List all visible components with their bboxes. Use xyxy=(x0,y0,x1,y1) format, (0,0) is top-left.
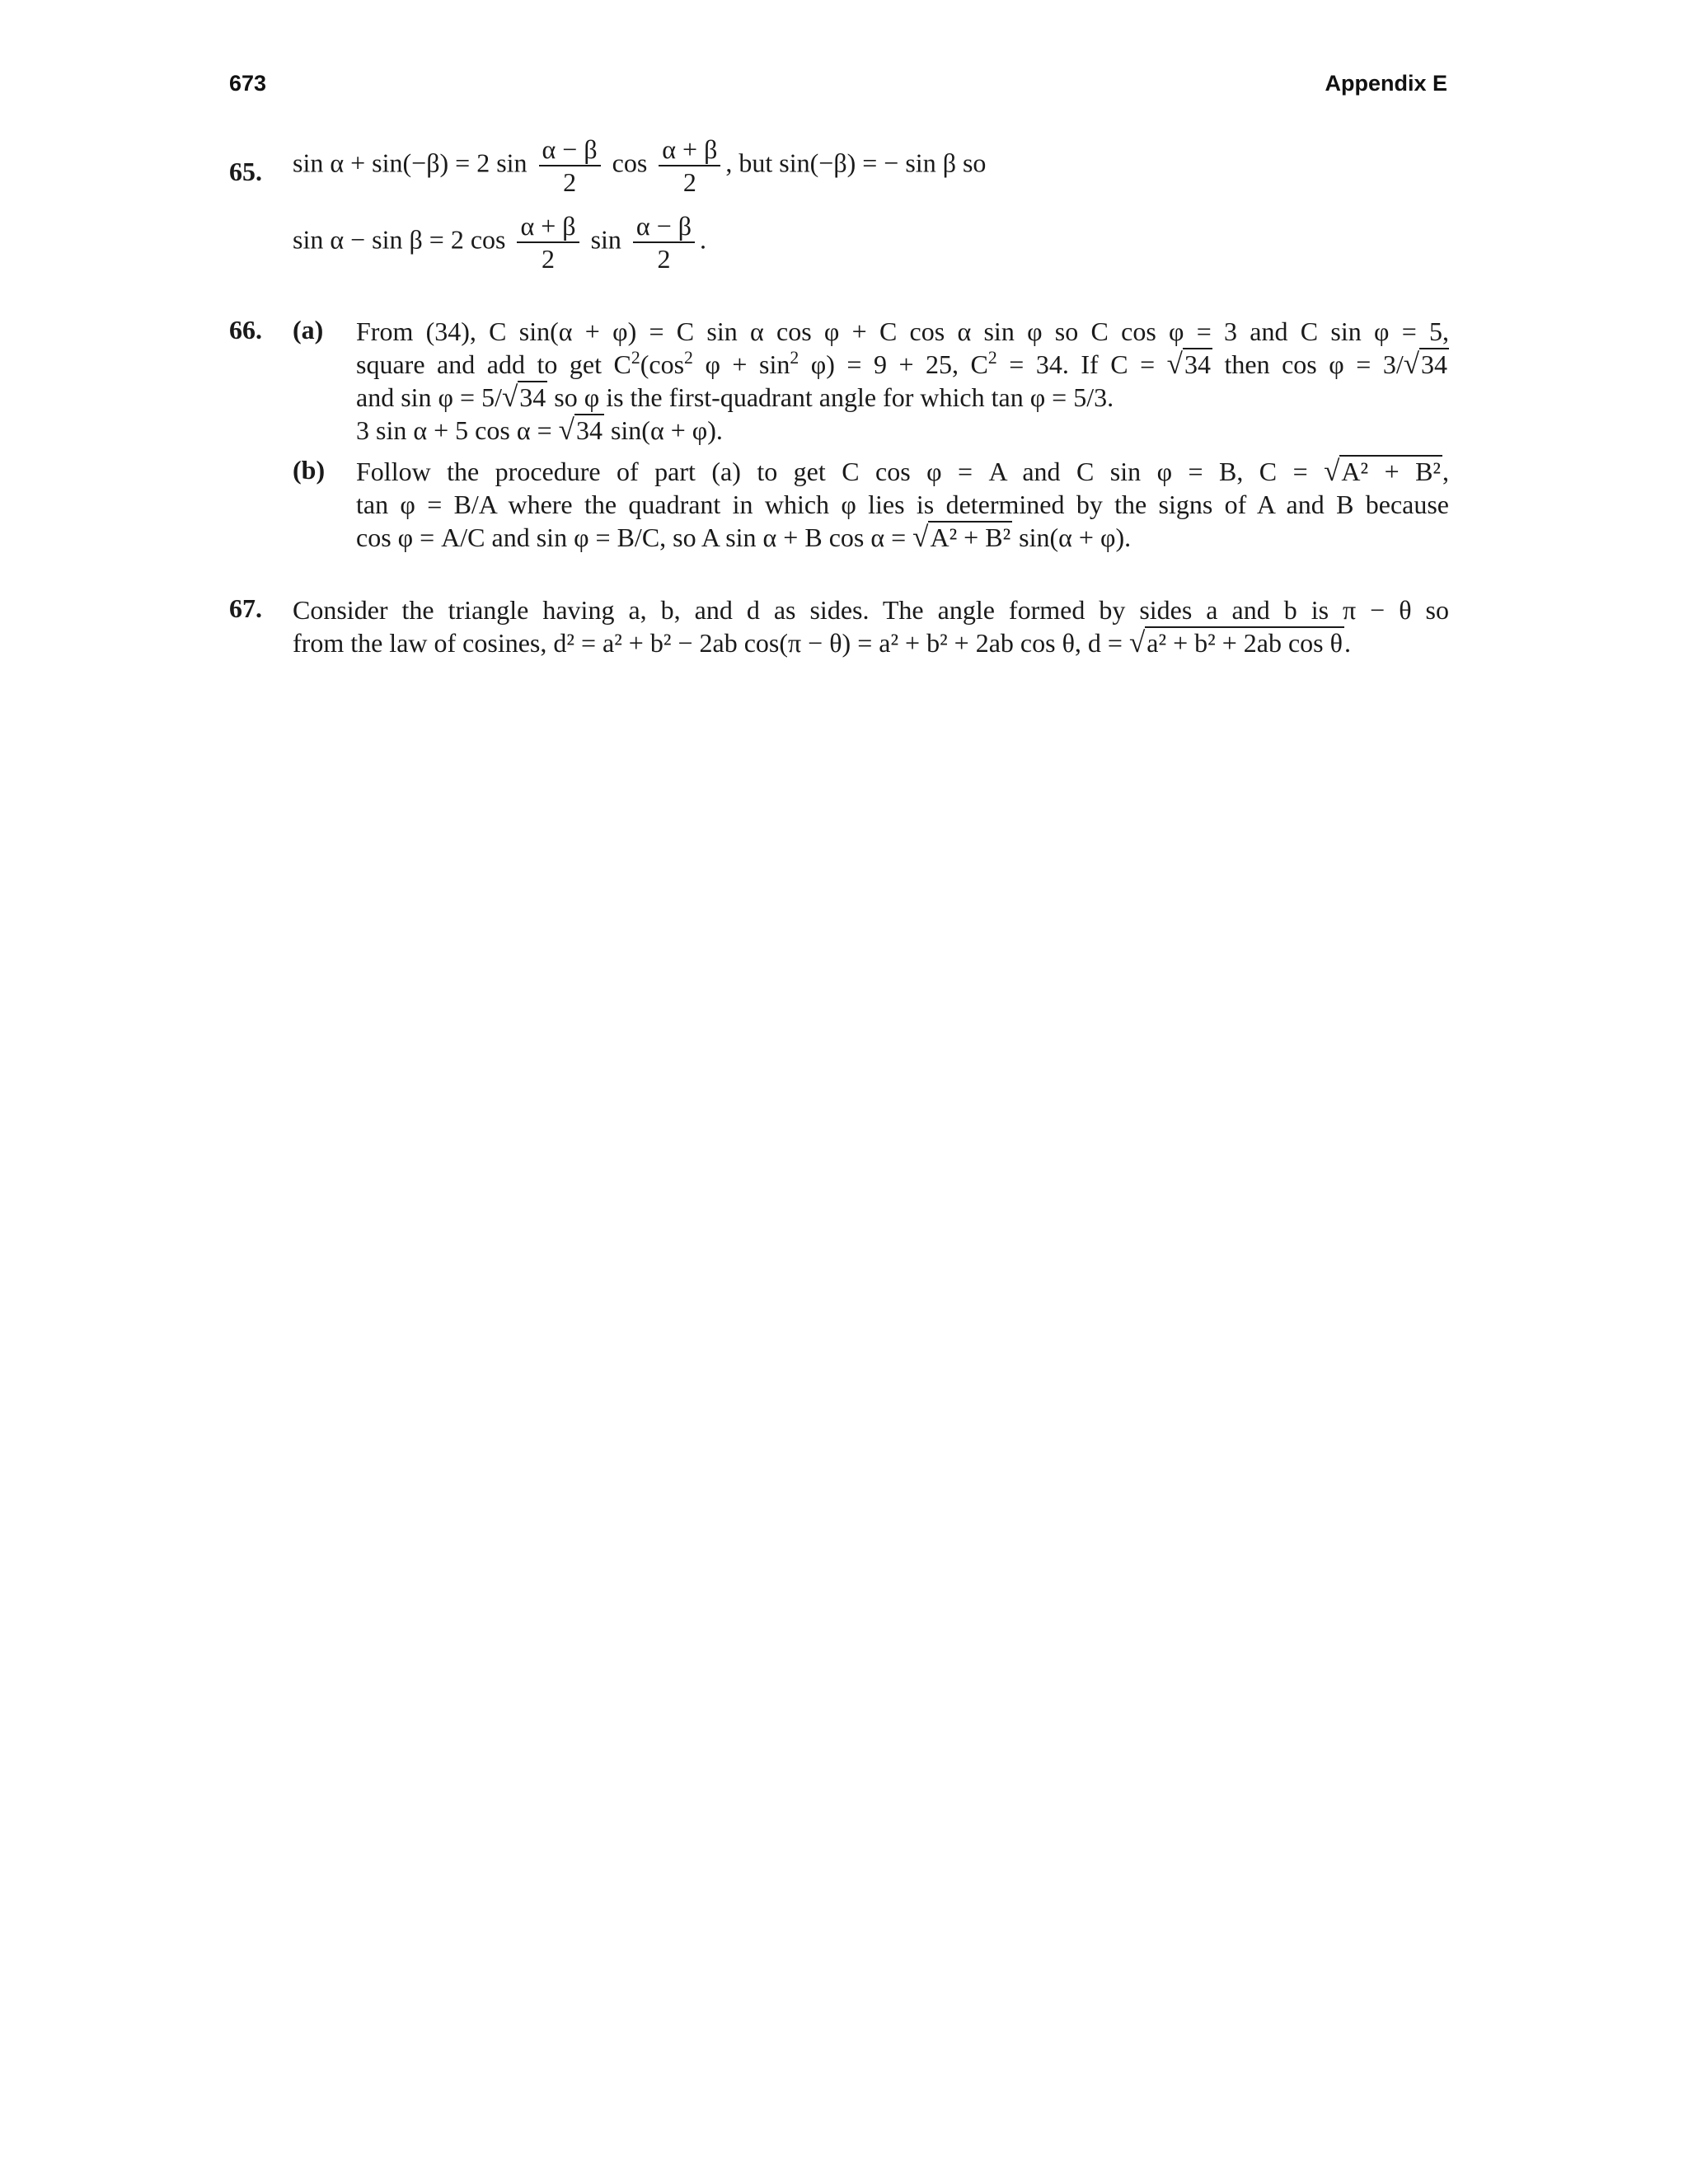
radicand: a² + b² + 2ab cos θ xyxy=(1146,628,1343,658)
numerator: α − β xyxy=(539,134,601,166)
text: from the law of cosines, d² = a² + b² − 2ab cos(π − θ) = a² + b² + 2ab cos θ, d = xyxy=(293,628,1129,658)
text: Follow the procedure of part (a) to get C cos φ = A and C sin φ = B, C = xyxy=(356,457,1325,486)
denominator: 2 xyxy=(682,167,696,197)
text: square and add to get C xyxy=(356,349,631,379)
text: φ + sin xyxy=(692,349,790,379)
square-root: √34 xyxy=(1403,348,1448,380)
text: sin(α + φ). xyxy=(603,415,723,445)
part-b-line-1 xyxy=(356,455,1449,488)
text: then cos φ = 3/ xyxy=(1212,349,1404,379)
superscript: 2 xyxy=(684,348,693,368)
part-a-line-3 xyxy=(356,381,1114,414)
numerator: α + β xyxy=(659,134,720,166)
radicand: 34 xyxy=(519,382,546,412)
problem-67-line-2 xyxy=(293,626,1351,659)
square-root: √A² + B² xyxy=(912,521,1011,553)
radicand: 34 xyxy=(1184,349,1211,379)
text: . xyxy=(1343,628,1351,658)
square-root: √34 xyxy=(1166,348,1211,380)
problem-number-65: 65. xyxy=(229,157,262,186)
part-a-line-1: From (34), C sin(α + φ) = C sin α cos φ + C cos α sin φ so C cos φ = 3 and C sin φ = 5, xyxy=(356,316,1450,346)
denominator: 2 xyxy=(563,167,577,197)
numerator: α + β xyxy=(517,210,579,243)
square-root: √A² + B² xyxy=(1324,455,1442,487)
part-b-line-2: tan φ = B/A where the quadrant in which φ lies is determined by the signs of A and B because xyxy=(356,490,1449,519)
square-root: √34 xyxy=(501,381,546,413)
denominator: 2 xyxy=(542,244,556,274)
fraction xyxy=(539,134,601,198)
cos-word: cos xyxy=(612,148,648,178)
eq-tail: . xyxy=(700,224,707,255)
fraction xyxy=(517,210,579,274)
numerator: α − β xyxy=(633,210,695,243)
denominator: 2 xyxy=(657,244,671,274)
fraction xyxy=(659,134,720,198)
problem-number-67: 67. xyxy=(229,593,262,623)
text: so φ is the first-quadrant angle for which tan φ = 5/3. xyxy=(547,382,1114,412)
superscript: 2 xyxy=(790,348,799,368)
radicand: 34 xyxy=(1421,349,1448,379)
text: (cos xyxy=(640,349,685,379)
problem-67-line-1: Consider the triangle having a, b, and d as sides. The angle formed by sides a and b is π − θ so xyxy=(293,595,1449,625)
fraction xyxy=(633,210,695,274)
text: , xyxy=(1442,457,1450,486)
radicand: 34 xyxy=(575,415,603,445)
eq-lhs: sin α + sin(−β) = 2 sin xyxy=(293,148,528,178)
text: φ) = 9 + 25, C xyxy=(799,349,988,379)
radicand: A² + B² xyxy=(1341,457,1442,486)
text: = 34. If C = xyxy=(996,349,1167,379)
superscript: 2 xyxy=(987,348,997,368)
superscript: 2 xyxy=(631,348,640,368)
text: cos φ = A/C and sin φ = B/C, so A sin α + B cos α = xyxy=(356,523,913,552)
square-root: √34 xyxy=(558,414,603,446)
square-root: √a² + b² + 2ab cos θ xyxy=(1128,626,1343,658)
part-a-line-4 xyxy=(356,414,723,447)
problem-number-66: 66. xyxy=(229,315,262,344)
part-a-line-2 xyxy=(356,348,1449,381)
eq-tail: , but sin(−β) = − sin β so xyxy=(725,148,987,178)
radicand: A² + B² xyxy=(930,523,1011,552)
text: sin(α + φ). xyxy=(1012,523,1132,552)
part-b-line-3 xyxy=(356,521,1131,554)
page-number: 673 xyxy=(229,71,267,96)
part-a-label: (a) xyxy=(293,315,324,344)
problem-65-line-1 xyxy=(293,134,986,198)
part-b-label: (b) xyxy=(293,455,326,485)
section-title: Appendix E xyxy=(1325,71,1447,96)
text: and sin φ = 5/ xyxy=(356,382,502,412)
sin-word: sin xyxy=(590,224,621,255)
problem-65-line-2 xyxy=(293,210,706,274)
text: 3 sin α + 5 cos α = xyxy=(356,415,559,445)
eq-lhs: sin α − sin β = 2 cos xyxy=(293,224,506,255)
